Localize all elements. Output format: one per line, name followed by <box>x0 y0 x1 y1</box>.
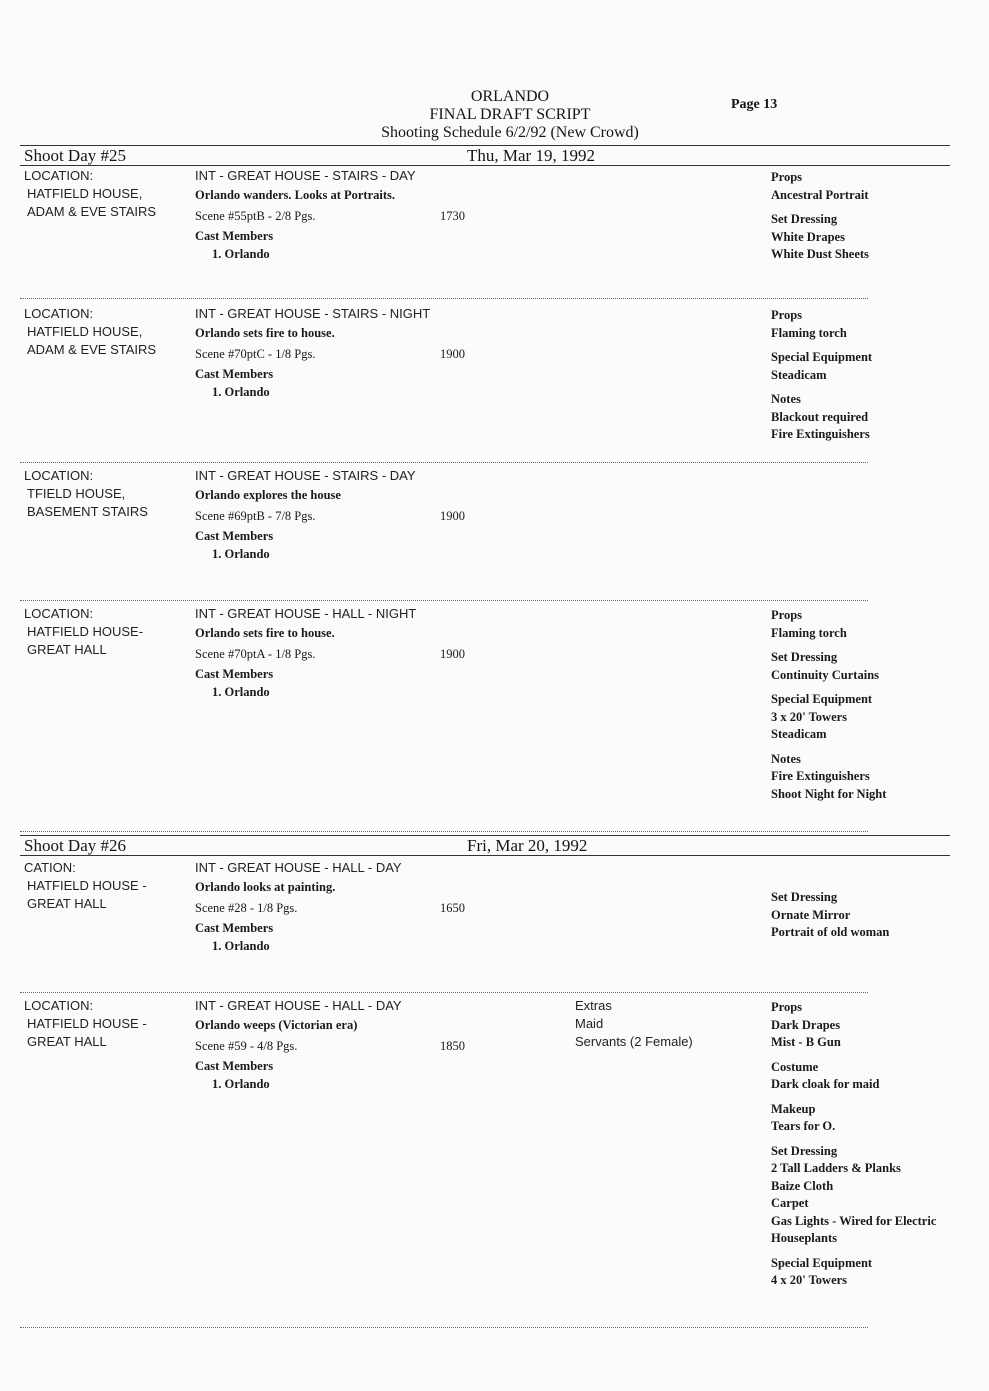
category-item: Blackout required <box>771 409 869 424</box>
shoot-day-label: Shoot Day #26 <box>24 836 126 855</box>
cast-member: 1. Orlando <box>212 547 270 561</box>
cast-members-label: Cast Members <box>195 667 274 681</box>
location-line: HATFIELD HOUSE - <box>27 878 147 893</box>
category-item: Carpet <box>771 1196 809 1210</box>
cast-members-label: Cast Members <box>195 529 274 543</box>
category-item: Ornate Mirror <box>771 907 851 922</box>
category-label: Special Equipment <box>771 350 873 364</box>
category-label: Special Equipment <box>771 692 873 706</box>
scene-year: 1900 <box>440 509 465 523</box>
scene-heading: INT - GREAT HOUSE - HALL - NIGHT <box>195 606 417 621</box>
cast-member: 1. Orlando <box>212 685 270 699</box>
shooting-schedule-title: Shooting Schedule 6/2/92 (New Crowd) <box>381 124 639 141</box>
scene-year: 1850 <box>440 1039 465 1053</box>
category-item: Baize Cloth <box>771 1178 834 1193</box>
location-line: HATFIELD HOUSE - <box>27 1016 147 1031</box>
scene-number: Scene #28 - 1/8 Pgs. <box>195 901 298 915</box>
scene-year: 1650 <box>440 901 465 915</box>
location-line: BASEMENT STAIRS <box>27 504 148 519</box>
location-label: LOCATION: <box>24 606 94 621</box>
category-label: Set Dressing <box>771 1143 838 1158</box>
category-label: Notes <box>771 392 801 406</box>
category-item: Steadicam <box>771 367 827 382</box>
scene-heading: INT - GREAT HOUSE - STAIRS - NIGHT <box>195 306 431 321</box>
category-item: White Dust Sheets <box>771 247 869 261</box>
category-label: Props <box>771 1000 803 1014</box>
category-label: Props <box>771 308 803 322</box>
category-item: Tears for O. <box>771 1119 836 1133</box>
location-line: HATFIELD HOUSE, <box>27 186 143 201</box>
category-label: Props <box>771 608 803 622</box>
location-line: HATFIELD HOUSE, <box>27 324 143 339</box>
scene-description: Orlando looks at painting. <box>195 880 336 894</box>
extras-label: Extras <box>575 998 612 1013</box>
day-bottom-rule <box>20 165 950 166</box>
location-label: CATION: <box>24 860 76 875</box>
script-subtitle: FINAL DRAFT SCRIPT <box>429 106 591 123</box>
category-item: Ancestral Portrait <box>771 187 869 202</box>
cast-member: 1. Orlando <box>212 247 270 261</box>
category-item: Flaming torch <box>771 325 847 340</box>
category-label: Props <box>771 170 803 184</box>
category-item: Fire Extinguishers <box>771 427 870 441</box>
scene-divider <box>20 831 868 832</box>
category-label: Set Dressing <box>771 212 838 226</box>
category-item: Houseplants <box>771 1231 837 1245</box>
category-item: Dark cloak for maid <box>771 1077 880 1091</box>
scene-heading: INT - GREAT HOUSE - HALL - DAY <box>195 998 402 1013</box>
category-item: Mist - B Gun <box>771 1035 841 1049</box>
category-item: Fire Extinguishers <box>771 769 870 783</box>
extras-item: Servants (2 Female) <box>575 1034 693 1049</box>
cast-member: 1. Orlando <box>212 939 270 953</box>
scene-description: Orlando wanders. Looks at Portraits. <box>195 188 395 202</box>
shoot-day-date: Fri, Mar 20, 1992 <box>467 836 588 855</box>
script-title: ORLANDO <box>470 88 550 105</box>
location-line: GREAT HALL <box>27 642 107 657</box>
scene-heading: INT - GREAT HOUSE - STAIRS - DAY <box>195 168 416 183</box>
category-item: Continuity Curtains <box>771 667 880 682</box>
category-item: Dark Drapes <box>771 1017 841 1032</box>
scene-number: Scene #69ptB - 7/8 Pgs. <box>195 509 316 523</box>
category-item: 3 x 20' Towers <box>771 709 848 724</box>
category-item: Flaming torch <box>771 625 847 640</box>
location-line: GREAT HALL <box>27 896 107 911</box>
category-item: Steadicam <box>771 727 827 741</box>
scene-divider <box>20 992 868 993</box>
category-label: Costume <box>771 1059 819 1074</box>
category-item: Portrait of old woman <box>771 925 890 939</box>
scene-year: 1730 <box>440 209 465 223</box>
cast-members-label: Cast Members <box>195 367 274 381</box>
shoot-day-label: Shoot Day #25 <box>24 146 126 165</box>
scene-number: Scene #70ptA - 1/8 Pgs. <box>195 647 316 661</box>
scene-number: Scene #70ptC - 1/8 Pgs. <box>195 347 316 361</box>
scene-year: 1900 <box>440 647 465 661</box>
category-label: Set Dressing <box>771 650 838 664</box>
page-number: Page 13 <box>731 97 778 112</box>
shoot-day-date: Thu, Mar 19, 1992 <box>467 146 595 165</box>
location-label: LOCATION: <box>24 168 94 183</box>
location-line: ADAM & EVE STAIRS <box>27 204 157 219</box>
scene-number: Scene #55ptB - 2/8 Pgs. <box>195 209 316 223</box>
scene-description: Orlando explores the house <box>195 488 341 502</box>
day-bottom-rule <box>20 855 950 856</box>
extras-item: Maid <box>575 1016 604 1031</box>
scene-heading: INT - GREAT HOUSE - HALL - DAY <box>195 860 402 875</box>
category-item: Shoot Night for Night <box>771 786 887 801</box>
category-label: Notes <box>771 751 801 766</box>
scene-description: Orlando weeps (Victorian era) <box>195 1018 358 1032</box>
scene-divider <box>20 462 868 463</box>
location-line: ADAM & EVE STAIRS <box>27 342 157 357</box>
scene-divider <box>20 600 868 601</box>
scene-heading: INT - GREAT HOUSE - STAIRS - DAY <box>195 468 416 483</box>
location-line: HATFIELD HOUSE- <box>27 624 144 639</box>
cast-members-label: Cast Members <box>195 229 274 243</box>
location-line: TFIELD HOUSE, <box>27 486 126 501</box>
cast-member: 1. Orlando <box>212 1077 270 1091</box>
cast-member: 1. Orlando <box>212 385 270 399</box>
cast-members-label: Cast Members <box>195 1059 274 1073</box>
category-item: 4 x 20' Towers <box>771 1273 848 1287</box>
scene-number: Scene #59 - 4/8 Pgs. <box>195 1039 298 1053</box>
location-line: GREAT HALL <box>27 1034 107 1049</box>
category-item: White Drapes <box>771 229 845 244</box>
category-item: Gas Lights - Wired for Electric <box>771 1213 937 1228</box>
scene-description: Orlando sets fire to house. <box>195 326 335 340</box>
cast-members-label: Cast Members <box>195 921 274 935</box>
category-label: Special Equipment <box>771 1255 873 1270</box>
scene-year: 1900 <box>440 347 465 361</box>
category-label: Makeup <box>771 1101 816 1116</box>
location-label: LOCATION: <box>24 998 94 1013</box>
scene-description: Orlando sets fire to house. <box>195 626 335 640</box>
location-label: LOCATION: <box>24 306 94 321</box>
scene-divider <box>20 298 868 299</box>
category-label: Set Dressing <box>771 890 838 904</box>
category-item: 2 Tall Ladders & Planks <box>771 1161 901 1175</box>
location-label: LOCATION: <box>24 468 94 483</box>
scene-divider <box>20 1327 868 1328</box>
